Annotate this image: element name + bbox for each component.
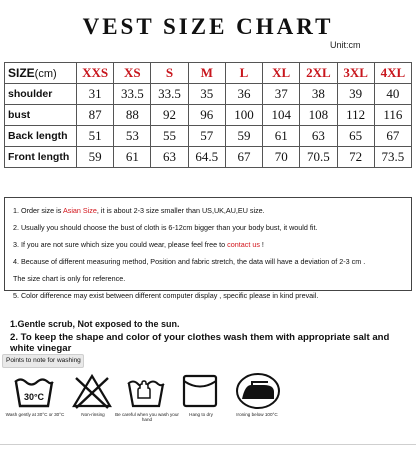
care-icon-cell (170, 372, 232, 432)
table-cell: 33.5 (151, 84, 188, 105)
size-col-2xl: 2XL (300, 63, 337, 84)
care-instruction-2: 2. To keep the shape and color of your clothes wash them with appropriate salt and white vinegar (10, 332, 390, 354)
row-label-bust: bust (5, 105, 77, 126)
table-cell: 33.5 (114, 84, 151, 105)
washing-notes-tag: Points to note for washing (2, 354, 84, 368)
row-label-back-length: Back length (5, 126, 77, 147)
table-cell: 72 (337, 147, 374, 168)
size-col-xxs: XXS (77, 63, 114, 84)
table-row (5, 147, 412, 168)
table-cell: 35 (188, 84, 225, 105)
table-row (5, 126, 412, 147)
table-cell: 112 (337, 105, 374, 126)
table-cell: 51 (77, 126, 114, 147)
care-icon-cell (62, 372, 124, 432)
contact-us-link[interactable]: contact us (227, 240, 260, 249)
note-4-reference: The size chart is only for reference. (13, 274, 126, 283)
table-cell: 70.5 (300, 147, 337, 168)
note-4: 4. Because of different measuring method, Position and fabric stretch, the data will have a deviation of 2-3 cm . (13, 257, 366, 266)
size-label: SIZE (8, 66, 35, 80)
note-3 (13, 236, 405, 253)
note-1-text: 1. Order size is (13, 206, 63, 215)
size-col-s: S (151, 63, 188, 84)
table-cell: 67 (225, 147, 262, 168)
notes-box (4, 197, 412, 300)
table-row (5, 105, 412, 126)
table-cell: 63 (300, 126, 337, 147)
table-cell: 92 (151, 105, 188, 126)
wash-30-icon (12, 372, 56, 410)
hang-dry-icon (178, 372, 222, 410)
size-col-3xl: 3XL (337, 63, 374, 84)
table-cell: 36 (225, 84, 262, 105)
table-cell: 53 (114, 126, 151, 147)
table-cell: 70 (263, 147, 300, 168)
table-cell: 108 (300, 105, 337, 126)
care-icon-cell (116, 372, 178, 432)
bottom-divider (0, 444, 416, 445)
table-cell: 96 (188, 105, 225, 126)
size-col-xl: XL (263, 63, 300, 84)
care-icons-row (0, 372, 416, 432)
table-cell: 61 (263, 126, 300, 147)
table-cell: 61 (114, 147, 151, 168)
table-cell: 88 (114, 105, 151, 126)
note-1-rest: , it is about 2-3 size smaller than US,UK,AU,EU size. (96, 206, 265, 215)
note-2: 2. Usually you should choose the bust of cloth is 6-12cm bigger than your body bust, it would fit. (13, 223, 318, 232)
note-3-rest: ! (259, 240, 264, 249)
iron-label: Ironing below 100°C (236, 412, 278, 417)
wash-30-label: Wash gently at 30°C or 30°C (5, 412, 65, 417)
no-bleach-label: Non-rinsing (81, 412, 105, 417)
table-cell: 100 (225, 105, 262, 126)
table-cell: 59 (225, 126, 262, 147)
size-unit: (cm) (34, 68, 57, 80)
table-header-row (5, 63, 412, 84)
size-chart-table (4, 62, 412, 168)
row-label-front-length: Front length (5, 147, 77, 168)
table-cell: 64.5 (188, 147, 225, 168)
table-cell: 116 (374, 105, 411, 126)
table-cell: 87 (77, 105, 114, 126)
note-5: 5. Color difference may exist between different computer display , specific please in kind prevail. (13, 291, 319, 300)
hand-wash-label: Be careful when you wash your hand (115, 412, 179, 422)
note-3-text: 3. If you are not sure which size you could wear, please feel free to (13, 240, 228, 249)
table-cell: 38 (300, 84, 337, 105)
asian-size-highlight: Asian Size (62, 206, 97, 215)
size-col-m: M (188, 63, 225, 84)
table-cell: 37 (263, 84, 300, 105)
care-icon-cell (4, 372, 66, 432)
table-cell: 39 (337, 84, 374, 105)
care-icon-cell (226, 372, 288, 432)
table-cell: 73.5 (374, 147, 411, 168)
row-label-shoulder: shoulder (5, 84, 77, 105)
table-cell: 55 (151, 126, 188, 147)
table-cell: 65 (337, 126, 374, 147)
table-cell: 104 (263, 105, 300, 126)
table-cell: 57 (188, 126, 225, 147)
size-header-cell (5, 63, 77, 84)
care-instruction-1: 1.Gentle scrub, Not exposed to the sun. (10, 319, 180, 329)
size-col-xs: XS (114, 63, 151, 84)
size-col-4xl: 4XL (374, 63, 411, 84)
table-cell: 31 (77, 84, 114, 105)
wash-temp-text: 30°C (23, 392, 45, 402)
page-title: VEST SIZE CHART (82, 14, 334, 39)
size-col-l: L (225, 63, 262, 84)
hang-dry-label: Hang to dry (189, 412, 213, 417)
note-1 (13, 202, 405, 219)
iron-icon (234, 372, 282, 410)
table-cell: 63 (151, 147, 188, 168)
table-cell: 67 (374, 126, 411, 147)
table-row (5, 84, 412, 105)
table-cell: 59 (77, 147, 114, 168)
unit-label: Unit:cm (330, 40, 361, 50)
table-cell: 40 (374, 84, 411, 105)
no-bleach-icon (70, 372, 114, 410)
hand-wash-icon (124, 372, 168, 410)
